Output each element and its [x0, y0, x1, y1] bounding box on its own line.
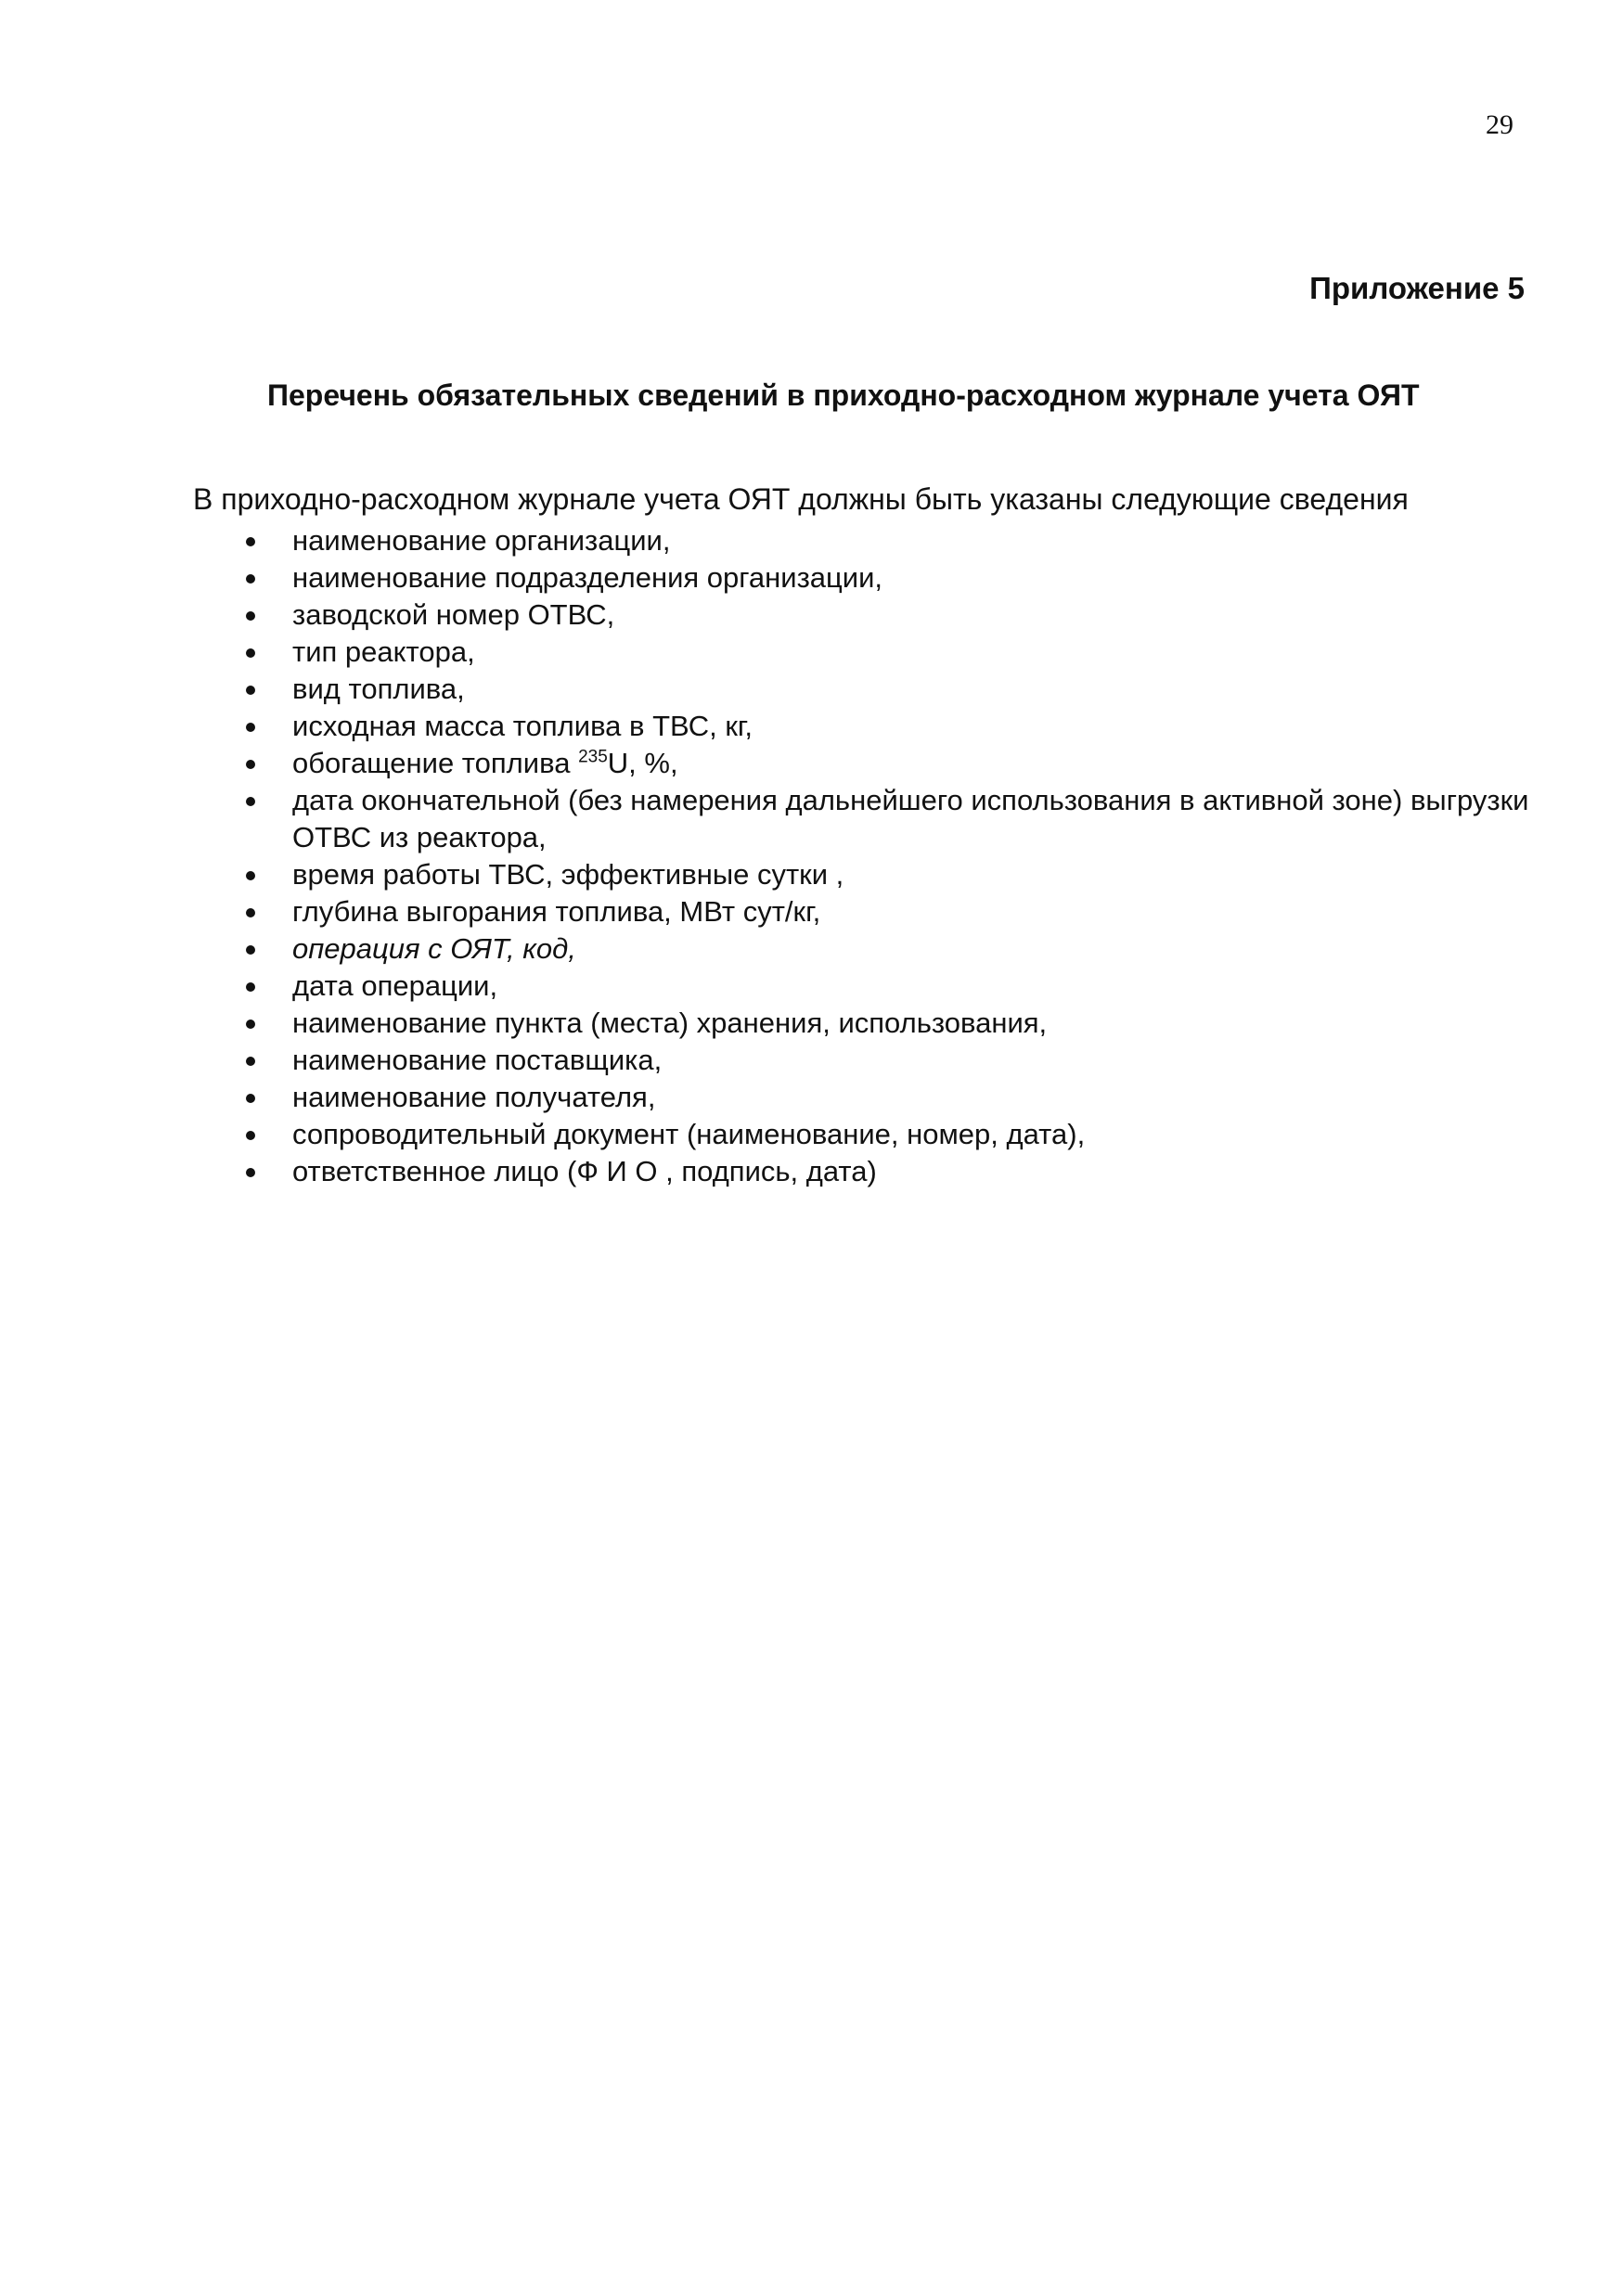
bullet-icon	[246, 945, 255, 955]
list-item: ответственное лицо (Ф И О , подпись, дата)	[237, 1153, 1554, 1190]
document-title: Перечень обязательных сведений в приходно-расходном журнале учета ОЯТ	[267, 378, 1420, 412]
page-number: 29	[1486, 109, 1513, 140]
list-item: время работы ТВС, эффективные сутки ,	[237, 856, 1554, 893]
bullet-icon	[246, 723, 255, 732]
bullet-icon	[246, 686, 255, 695]
list-item: глубина выгорания топлива, МВт сут/кг,	[237, 893, 1554, 930]
list-item: наименование получателя,	[237, 1079, 1554, 1116]
list-item: наименование поставщика,	[237, 1042, 1554, 1079]
bullet-icon	[246, 648, 255, 658]
bullet-icon	[246, 1094, 255, 1103]
bullet-icon	[246, 1168, 255, 1177]
bullet-icon	[246, 871, 255, 880]
list-item: наименование подразделения организации,	[237, 559, 1554, 596]
bullet-icon	[246, 760, 255, 769]
list-item: заводской номер ОТВС,	[237, 596, 1554, 634]
list-item: сопроводительный документ (наименование, номер, дата),	[237, 1116, 1554, 1153]
intro-text: В приходно-расходном журнале учета ОЯТ должны быть указаны следующие сведения	[193, 482, 1409, 516]
list-item: наименование пункта (места) хранения, использования,	[237, 1005, 1554, 1042]
bullet-icon	[246, 1131, 255, 1140]
bullet-icon	[246, 1057, 255, 1066]
appendix-label: Приложение 5	[1309, 271, 1525, 305]
list-item: тип реактора,	[237, 634, 1554, 671]
list-item: дата окончательной (без намерения дальнейшего использования в активной зоне) выгрузки ОТВС из реактора,	[237, 782, 1554, 856]
bullet-icon	[246, 537, 255, 546]
list-item: наименование организации,	[237, 522, 1554, 559]
list-item: исходная масса топлива в ТВС, кг,	[237, 708, 1554, 745]
list-item: операция с ОЯТ, код,	[237, 930, 1554, 968]
bullet-icon	[246, 908, 255, 917]
bullet-icon	[246, 574, 255, 584]
bullet-icon	[246, 611, 255, 621]
list-item: вид топлива,	[237, 671, 1554, 708]
list-item: дата операции,	[237, 968, 1554, 1005]
list-item: обогащение топлива $^{235}$U, %,	[237, 745, 1554, 782]
bullet-icon	[246, 797, 255, 806]
required-info-list	[237, 522, 1554, 1190]
bullet-icon	[246, 1020, 255, 1029]
bullet-icon	[246, 982, 255, 992]
